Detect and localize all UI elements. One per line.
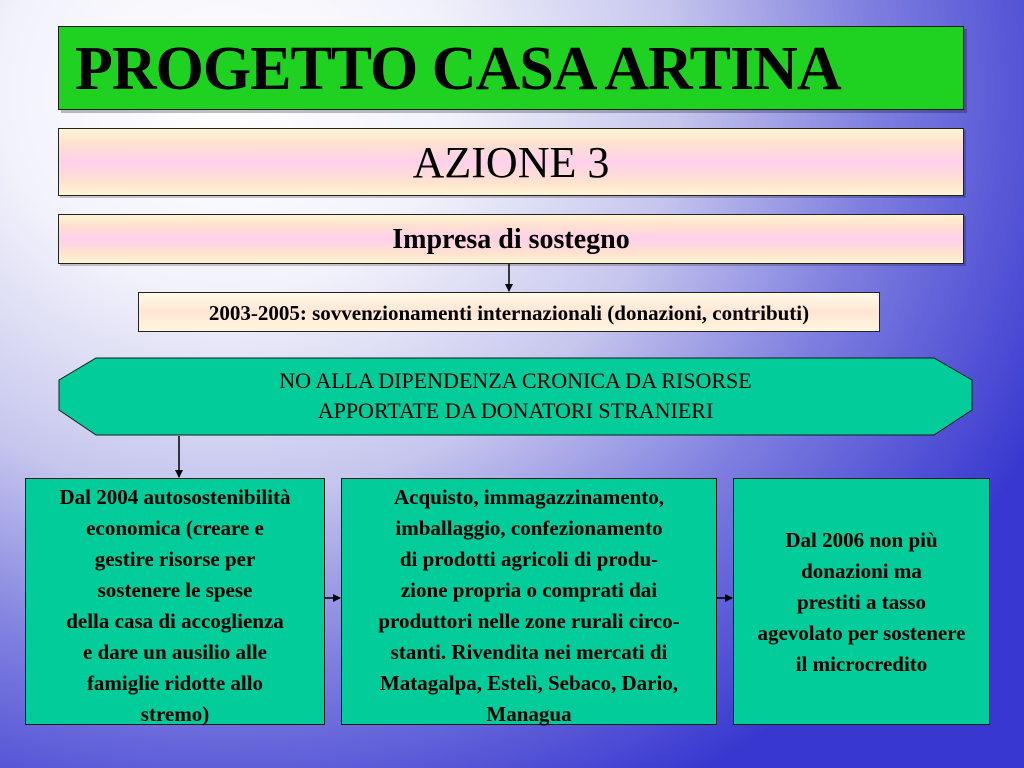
- box2-line: Managua: [486, 702, 572, 726]
- box1-line: famiglie ridotte allo: [86, 671, 264, 695]
- box1-line: gestire risorse per: [94, 547, 256, 571]
- principle-line-2: APPORTATE DA DONATORI STRANIERI: [317, 398, 714, 423]
- box3-line: il microcredito: [795, 652, 928, 676]
- box2-line: imballaggio, confezionamento: [395, 516, 663, 540]
- funding-text: 2003-2005: sovvenzionamenti internazionali (donazioni, contributi): [208, 301, 810, 325]
- box1-line: Dal 2004 autosostenibilità: [59, 485, 291, 509]
- page-title: PROGETTO CASA ARTINA: [75, 35, 841, 103]
- box2-line: di prodotti agricoli di produ-: [399, 547, 659, 571]
- box3-line: prestiti a tasso: [796, 590, 927, 614]
- principle-text: [59, 366, 972, 426]
- box2-line: produttori nelle zone rurali circo-: [378, 609, 680, 633]
- box3-line: donazioni ma: [801, 559, 922, 583]
- box3-line: agevolato per sostenere: [757, 621, 966, 645]
- principle-line-1: NO ALLA DIPENDENZA CRONICA DA RISORSE: [279, 368, 752, 393]
- enterprise-label: Impresa di sostegno: [392, 224, 630, 255]
- microcredit-box: [733, 478, 990, 725]
- box1-line: stremo): [140, 702, 210, 726]
- box1-line: sostenere le spese: [97, 578, 253, 602]
- activities-box: [341, 478, 717, 725]
- box1-line: economica (creare e: [86, 516, 264, 540]
- box3-line: Dal 2006 non più: [785, 528, 938, 552]
- box1-line: e dare un ausilio alle: [83, 640, 267, 664]
- box2-line: zione propria o comprati dai: [400, 578, 658, 602]
- box1-line: della casa di accoglienza: [66, 609, 284, 633]
- box2-line: Acquisto, immagazzinamento,: [393, 485, 665, 509]
- action-label: AZIONE 3: [412, 138, 610, 187]
- box2-line: Matagalpa, Estelì, Sebaco, Dario,: [379, 671, 679, 695]
- box2-line: stanti. Rivendita nei mercati di: [390, 640, 668, 664]
- self-sustainability-box: [25, 478, 325, 725]
